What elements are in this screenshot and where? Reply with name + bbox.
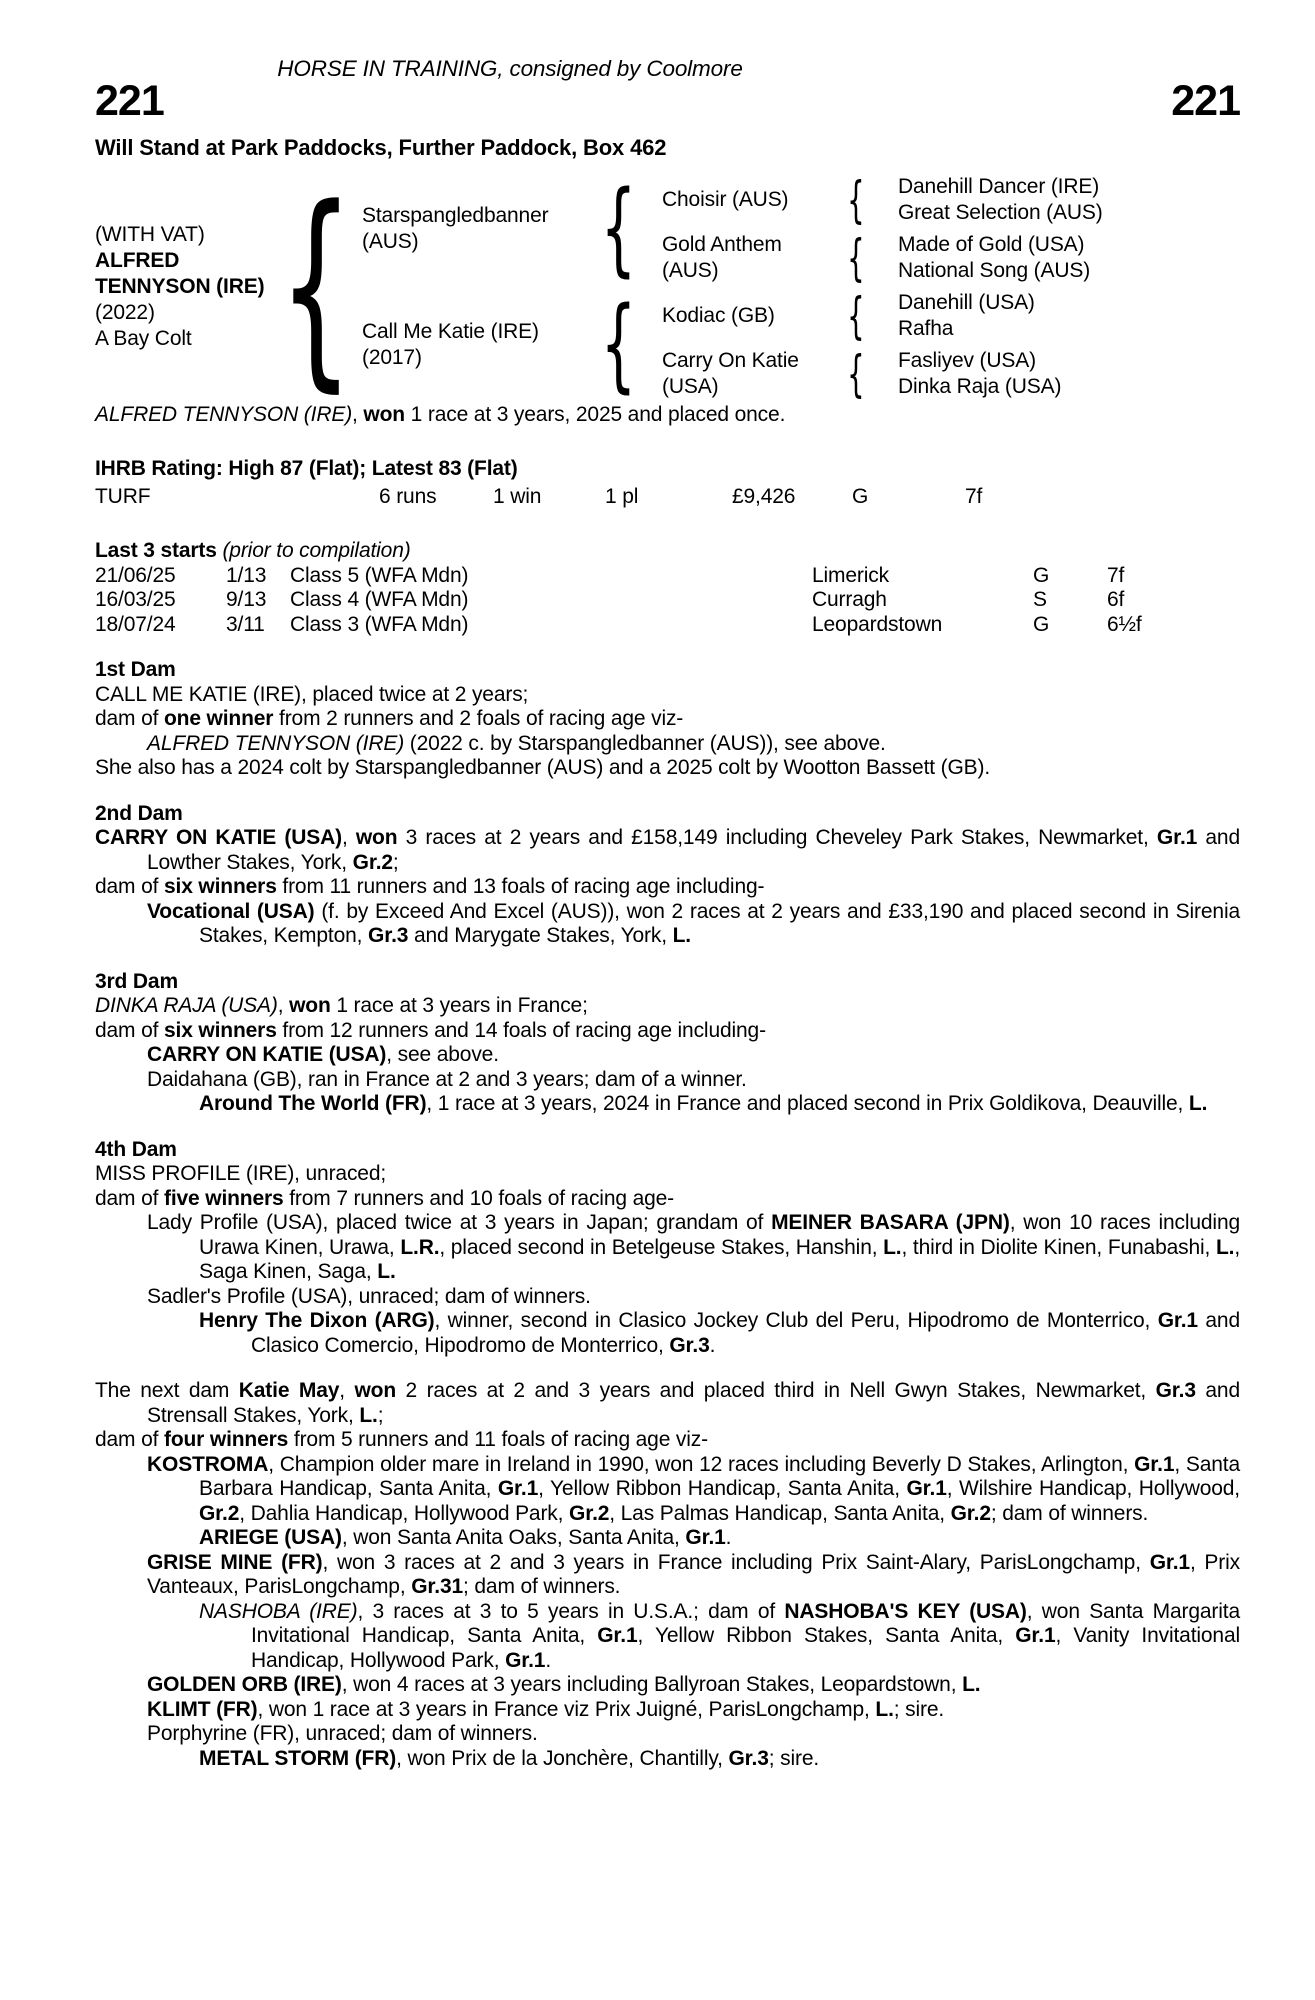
brace-icon: { bbox=[600, 168, 636, 288]
lot-number-left: 221 bbox=[95, 77, 164, 125]
pedigree-paragraph: Lady Profile (USA), placed twice at 3 years in Japan; grandam of MEINER BASARA (JPN), won 10 races including Urawa Kinen, Urawa, L.R., placed second in Betelgeuse Stakes, Hanshin, L., third in Diolite Kinen, Funabashi, L., Saga Kinen, Saga, L. bbox=[147, 1211, 1241, 1283]
race-row bbox=[95, 588, 1240, 613]
pedigree-paragraph: dam of one winner from 2 runners and 2 foals of racing age viz- bbox=[95, 707, 684, 730]
race-distance: 6f bbox=[1107, 588, 1125, 611]
race-course: Curragh bbox=[812, 588, 887, 611]
pedigree-paragraph: dam of five winners from 7 runners and 10 foals of racing age- bbox=[95, 1186, 675, 1210]
great-grandparent-name: National Song (AUS) bbox=[898, 258, 1091, 282]
brace-icon: { bbox=[600, 284, 636, 404]
section-heading: 2nd Dam bbox=[95, 801, 183, 825]
pedigree-paragraph: ARIEGE (USA), won Santa Anita Oaks, Santa Anita, Gr.1. bbox=[199, 1526, 732, 1549]
subject-description: A Bay Colt bbox=[95, 326, 192, 350]
race-going: S bbox=[1033, 588, 1047, 611]
great-grandparent-name: Danehill (USA) bbox=[898, 290, 1035, 314]
last-starts-block bbox=[95, 539, 1240, 637]
grandparent-name: Choisir (AUS) bbox=[662, 187, 789, 211]
subject-year: (2022) bbox=[95, 300, 155, 324]
great-grandparent-pair bbox=[898, 345, 1240, 403]
pedigree-paragraph: CARRY ON KATIE (USA), won 3 races at 2 years and £158,149 including Cheveley Park Stakes, Newmarket, Gr.1 and Lowther Stakes, York, Gr.2; bbox=[95, 826, 1240, 874]
great-grandparent-name: Great Selection (AUS) bbox=[898, 200, 1103, 224]
race-date: 18/07/24 bbox=[95, 612, 176, 636]
race-going: G bbox=[1033, 563, 1050, 587]
going-code: G bbox=[852, 484, 869, 508]
wins-count: 1 win bbox=[493, 484, 542, 508]
race-class: Class 4 (WFA Mdn) bbox=[290, 588, 469, 611]
race-going: G bbox=[1033, 612, 1050, 636]
pedigree-paragraph: dam of six winners from 11 runners and 13 foals of racing age including- bbox=[95, 875, 765, 898]
pedigree-paragraph: METAL STORM (FR), won Prix de la Jonchère, Chantilly, Gr.3; sire. bbox=[199, 1746, 820, 1770]
pedigree-paragraph: The next dam Katie May, won 2 races at 2 and 3 years and placed third in Nell Gwyn Stakes, Newmarket, Gr.3 and Strensall Stakes, York, L.; bbox=[95, 1379, 1240, 1427]
great-grandparent-name: Fasliyev (USA) bbox=[898, 348, 1036, 372]
great-grandparent-name: Made of Gold (USA) bbox=[898, 232, 1085, 256]
dam-section-1 bbox=[95, 658, 1240, 781]
grandparent-name: Gold Anthem (AUS) bbox=[662, 232, 782, 282]
section-heading: 3rd Dam bbox=[95, 969, 178, 993]
race-course: Leopardstown bbox=[812, 612, 943, 636]
pedigree-paragraph: DINKA RAJA (USA), won 1 race at 3 years in France; bbox=[95, 994, 588, 1017]
race-distance: 7f bbox=[1107, 563, 1125, 587]
pedigree-paragraph: Daidahana (GB), ran in France at 2 and 3 years; dam of a winner. bbox=[147, 1067, 747, 1091]
page-header bbox=[95, 56, 1240, 161]
pedigree-paragraph: Henry The Dixon (ARG), winner, second in Clasico Jockey Club del Peru, Hipodromo de Monterrico, Gr.1 and Clasico Comercio, Hipodromo de Monterrico, Gr.3. bbox=[199, 1309, 1240, 1357]
pedigree-paragraph: She also has a 2024 colt by Starspangledbanner (AUS) and a 2025 colt by Wootton Bassett (GB). bbox=[95, 756, 991, 779]
grandparent-name: Kodiac (GB) bbox=[662, 303, 775, 327]
pedigree-paragraph: Around The World (FR), 1 race at 3 years, 2024 in France and placed second in Prix Goldikova, Deauville, L. bbox=[199, 1092, 1208, 1115]
race-summary-line: ALFRED TENNYSON (IRE), won 1 race at 3 years, 2025 and placed once. bbox=[95, 402, 786, 426]
great-grandparent-pair bbox=[898, 171, 1240, 229]
section-heading: 4th Dam bbox=[95, 1137, 177, 1161]
race-position: 1/13 bbox=[226, 563, 267, 587]
pedigree-braces-gen3 bbox=[814, 171, 898, 403]
stand-location-line: Will Stand at Park Paddocks, Further Paddock, Box 462 bbox=[95, 135, 667, 160]
great-grandparent-pair bbox=[898, 287, 1240, 345]
dam-section-2 bbox=[95, 802, 1240, 949]
pedigree-parents-column bbox=[362, 171, 574, 403]
great-grandparent-pair bbox=[898, 229, 1240, 287]
pedigree-paragraph: KOSTROMA, Champion older mare in Ireland in 1990, won 12 races including Beverly D Stakes, Arlington, Gr.1, Santa Barbara Handicap, Santa Anita, Gr.1, Yellow Ribbon Handicap, Santa Anita, Gr.1, Wilshire Handicap, Hollywood, Gr.2, Dahlia Handicap, Hollywood Park, Gr.2, Las Palmas Handicap, Santa Anita, Gr.2; dam of winners. bbox=[147, 1452, 1240, 1525]
pedigree-paragraph: Sadler's Profile (USA), unraced; dam of winners. bbox=[147, 1284, 591, 1308]
pedigree-paragraph: CALL ME KATIE (IRE), placed twice at 2 years; bbox=[95, 682, 529, 706]
last-starts-title: Last 3 starts bbox=[95, 539, 217, 562]
brace-icon: { bbox=[847, 170, 865, 229]
sire-name: Starspangledbanner (AUS) bbox=[362, 203, 549, 253]
brace-icon: { bbox=[847, 228, 865, 287]
last-starts-heading bbox=[95, 539, 1240, 564]
pedigree-table bbox=[95, 161, 1240, 411]
race-course: Limerick bbox=[812, 563, 889, 587]
race-row bbox=[95, 564, 1240, 589]
last-starts-note: (prior to compilation) bbox=[222, 539, 411, 562]
pedigree-greatgrandparents-column bbox=[898, 171, 1240, 403]
race-class: Class 5 (WFA Mdn) bbox=[290, 563, 469, 587]
pedigree-paragraph: dam of six winners from 12 runners and 14 foals of racing age including- bbox=[95, 1018, 766, 1042]
earnings-amount: £9,426 bbox=[732, 484, 796, 508]
places-count: 1 pl bbox=[605, 484, 639, 508]
pedigree-subject bbox=[95, 171, 270, 403]
pedigree-paragraph: GRISE MINE (FR), won 3 races at 2 and 3 years in France including Prix Saint-Alary, ParisLongchamp, Gr.1, Prix Vanteaux, ParisLongchamp, Gr.31; dam of winners. bbox=[147, 1550, 1240, 1598]
pedigree-grandparents-column bbox=[662, 171, 814, 403]
race-row bbox=[95, 613, 1240, 638]
race-position: 3/11 bbox=[226, 612, 265, 636]
pedigree-paragraph: Porphyrine (FR), unraced; dam of winners. bbox=[147, 1722, 538, 1745]
dam-section-3 bbox=[95, 970, 1240, 1117]
rating-line: IHRB Rating: High 87 (Flat); Latest 83 (Flat) bbox=[95, 457, 518, 480]
race-distance: 6½f bbox=[1107, 612, 1142, 636]
brace-icon: { bbox=[847, 286, 865, 345]
race-date: 16/03/25 bbox=[95, 588, 176, 611]
pedigree-paragraph: dam of four winners from 5 runners and 11 foals of racing age viz- bbox=[95, 1428, 708, 1451]
race-class: Class 3 (WFA Mdn) bbox=[290, 612, 469, 636]
great-grandparent-name: Dinka Raja (USA) bbox=[898, 374, 1062, 398]
subject-vat: (WITH VAT) bbox=[95, 222, 205, 246]
subject-name: ALFRED TENNYSON (IRE) bbox=[95, 248, 265, 298]
brace-icon: { bbox=[278, 161, 354, 411]
brace-icon: { bbox=[847, 344, 865, 403]
pedigree-paragraph: MISS PROFILE (IRE), unraced; bbox=[95, 1162, 387, 1185]
dam-name: Call Me Katie (IRE) (2017) bbox=[362, 319, 539, 369]
race-date: 21/06/25 bbox=[95, 563, 176, 587]
next-dam-section bbox=[95, 1379, 1240, 1771]
dam-section-4 bbox=[95, 1138, 1240, 1359]
surface-label: TURF bbox=[95, 484, 151, 508]
pedigree-paragraph: ALFRED TENNYSON (IRE) (2022 c. by Starspangledbanner (AUS)), see above. bbox=[147, 731, 886, 755]
grandparent-name: Carry On Katie (USA) bbox=[662, 348, 799, 398]
lot-number-row bbox=[95, 78, 1240, 124]
pedigree-braces-gen2 bbox=[574, 168, 662, 404]
section-heading: 1st Dam bbox=[95, 658, 176, 681]
lot-number-right: 221 bbox=[1171, 77, 1240, 125]
pedigree-paragraph: Vocational (USA) (f. by Exceed And Excel (AUS)), won 2 races at 2 years and £33,190 and placed second in Sirenia Stakes, Kempton, Gr.3 and Marygate Stakes, York, L. bbox=[147, 899, 1241, 947]
pedigree-paragraph: CARRY ON KATIE (USA), see above. bbox=[147, 1043, 499, 1066]
great-grandparent-name: Rafha bbox=[898, 316, 954, 340]
race-stats-row bbox=[95, 485, 1240, 510]
pedigree-paragraph: GOLDEN ORB (IRE), won 4 races at 3 years including Ballyroan Stakes, Leopardstown, L. bbox=[147, 1673, 981, 1696]
pedigree-paragraph: NASHOBA (IRE), 3 races at 3 to 5 years in U.S.A.; dam of NASHOBA'S KEY (USA), won Santa Margarita Invitational Handicap, Santa Anita, Gr.1, Yellow Ribbon Stakes, Santa Anita, Gr.1, Vanity Invitational Handicap, Hollywood Park, Gr.1. bbox=[199, 1599, 1240, 1672]
consignor-line: HORSE IN TRAINING, consigned by Coolmore bbox=[277, 56, 743, 81]
great-grandparent-name: Danehill Dancer (IRE) bbox=[898, 174, 1100, 198]
pedigree-paragraph: KLIMT (FR), won 1 race at 3 years in France viz Prix Juigné, ParisLongchamp, L.; sire. bbox=[147, 1697, 945, 1721]
distance-value: 7f bbox=[965, 484, 983, 508]
pedigree-brace-gen1 bbox=[270, 161, 362, 411]
runs-count: 6 runs bbox=[379, 484, 437, 508]
race-position: 9/13 bbox=[226, 588, 267, 611]
